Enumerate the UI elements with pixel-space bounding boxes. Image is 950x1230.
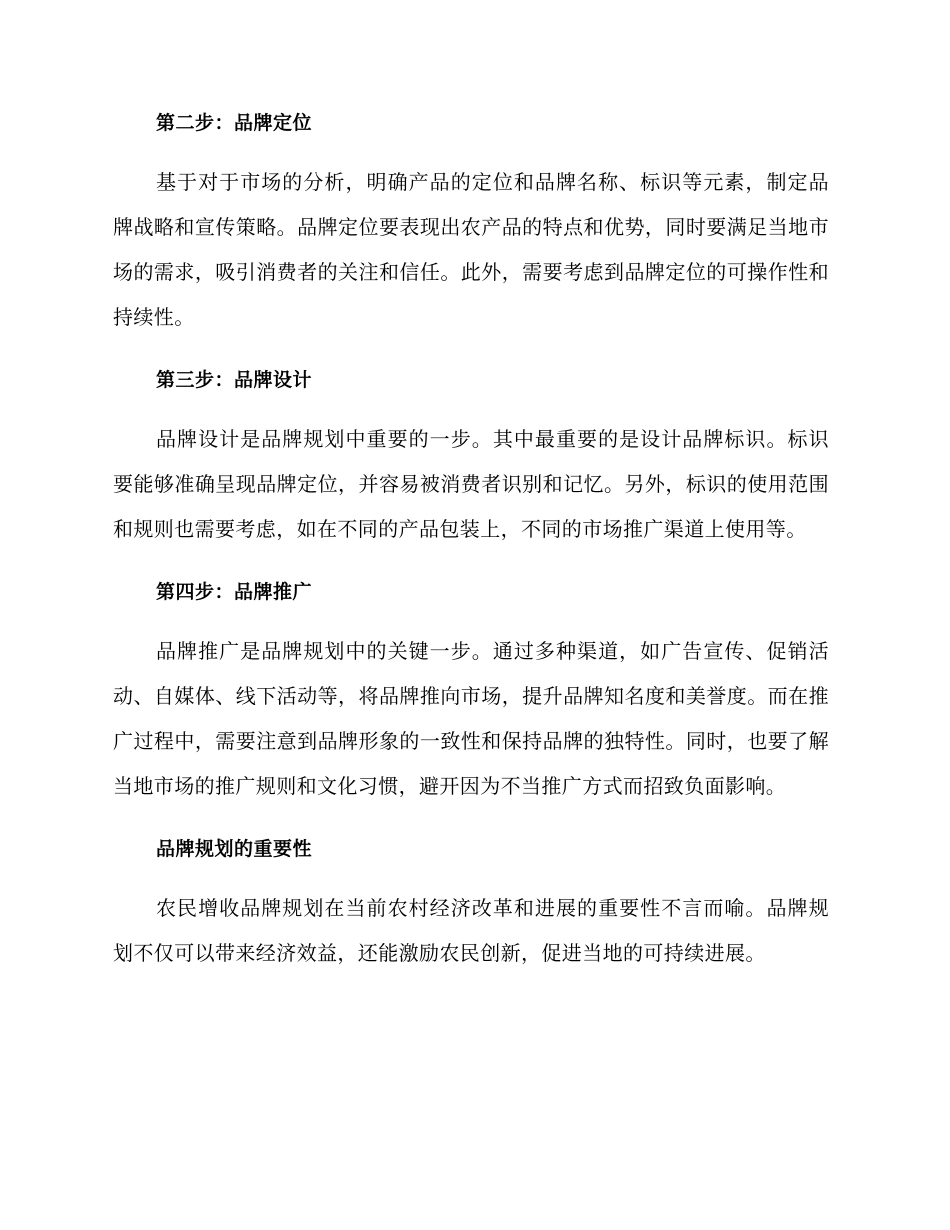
section-paragraph: 农民增收品牌规划在当前农村经济改革和进展的重要性不言而喻。品牌规划不仅可以带来经济效益，还能激励农民创新，促进当地的可持续进展。 [113, 896, 829, 965]
section-paragraph: 品牌设计是品牌规划中重要的一步。其中最重要的是设计品牌标识。标识要能够准确呈现品牌定位，并容易被消费者识别和记忆。另外，标识的使用范围和规则也需要考虑，如在不同的产品包装上，不同的市场推广渠道上使用等。 [113, 427, 829, 541]
section-heading: 第二步：品牌定位 [156, 112, 313, 134]
section-paragraph: 基于对于市场的分析，明确产品的定位和品牌名称、标识等元素，制定品牌战略和宣传策略。品牌定位要表现出农产品的特点和优势，同时要满足当地市场的需求，吸引消费者的关注和信任。此外，需要考虑到品牌定位的可操作性和持续性。 [113, 170, 829, 329]
section-heading: 第四步：品牌推广 [156, 581, 313, 603]
section-heading: 品牌规划的重要性 [156, 838, 313, 860]
section-paragraph: 品牌推广是品牌规划中的关键一步。通过多种渠道，如广告宣传、促销活动、自媒体、线下活动等，将品牌推向市场，提升品牌知名度和美誉度。而在推广过程中，需要注意到品牌形象的一致性和保持品牌的独特性。同时，也要了解当地市场的推广规则和文化习惯，避开因为不当推广方式而招致负面影响。 [113, 639, 829, 798]
section-heading: 第三步：品牌设计 [156, 369, 313, 391]
